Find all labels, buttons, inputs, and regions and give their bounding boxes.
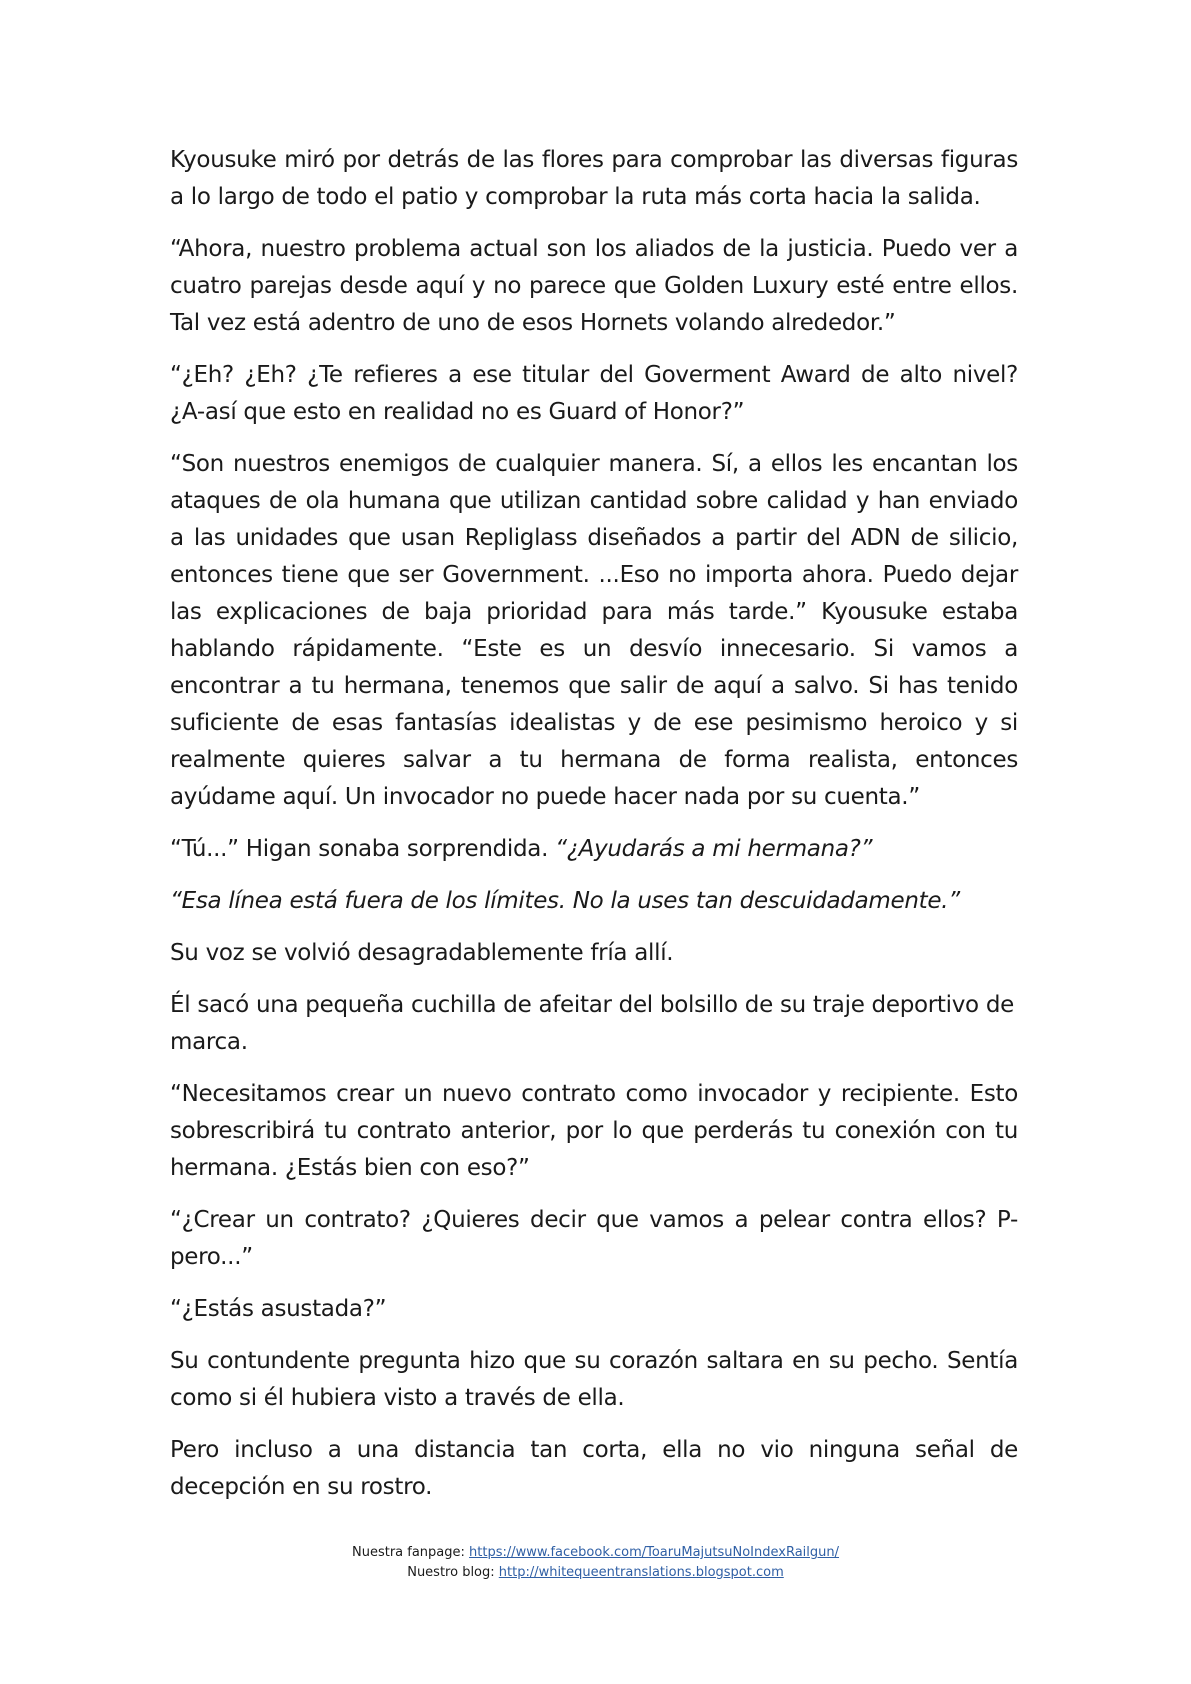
paragraph-11: “¿Estás asustada?” xyxy=(170,1296,387,1322)
paragraph-10: “¿Crear un contrato? ¿Quieres decir que vamos a pelear contra ellos? P-pero...” xyxy=(170,1207,1018,1270)
paragraph-12: Su contundente pregunta hizo que su corazón saltara en su pecho. Sentía como si él hubiera visto a través de ella. xyxy=(170,1348,1018,1411)
paragraph-3: “¿Eh? ¿Eh? ¿Te refieres a ese titular del Goverment Award de alto nivel? ¿A-así que esto en realidad no es Guard of Honor?” xyxy=(170,362,1018,425)
footer-fanpage-line xyxy=(0,1543,1191,1563)
blog-label: Nuestro blog: xyxy=(407,1565,499,1580)
paragraph-5-plain: “Tú...” Higan sonaba sorprendida. xyxy=(170,836,556,862)
fanpage-label: Nuestra fanpage: xyxy=(351,1545,470,1560)
paragraph-4: “Son nuestros enemigos de cualquier manera. Sí, a ellos les encantan los ataques de ola humana que utilizan cantidad sobre calidad y han enviado a las unidades que usan Repliglass diseñados a partir del ADN de silicio, entonces tiene que ser Government. ...Eso no importa ahora. Puedo dejar las explicaciones de baja prioridad para más tarde.” Kyousuke estaba hablando rápidamente. “Este es un desvío innecesario. Si vamos a encontrar a tu hermana, tenemos que salir de aquí a salvo. Si has tenido suficiente de esas fantasías idealistas y de ese pesimismo heroico y si realmente quieres salvar a tu hermana de forma realista, entonces ayúdame aquí. Un invocador no puede hacer nada por su cuenta.” xyxy=(170,451,1018,810)
paragraph-2: “Ahora, nuestro problema actual son los aliados de la justicia. Puedo ver a cuatro parejas desde aquí y no parece que Golden Luxury esté entre ellos. Tal vez está adentro de uno de esos Hornets volando alrededor.” xyxy=(170,236,1018,336)
footer-blog-line xyxy=(0,1563,1191,1583)
fanpage-link[interactable]: https://www.facebook.com/ToaruMajutsuNoIndexRailgun/ xyxy=(469,1545,840,1560)
paragraph-7: Su voz se volvió desagradablemente fría allí. xyxy=(170,940,674,966)
paragraph-1: Kyousuke miró por detrás de las flores para comprobar las diversas figuras a lo largo de todo el patio y comprobar la ruta más corta hacia la salida. xyxy=(170,147,1018,210)
blog-link[interactable]: http://whitequeentranslations.blogspot.com xyxy=(498,1565,784,1580)
body-text xyxy=(170,142,1018,1521)
paragraph-8: Él sacó una pequeña cuchilla de afeitar del bolsillo de su traje deportivo de marca. xyxy=(170,992,1014,1055)
paragraph-5 xyxy=(170,831,1018,868)
paragraph-6: “Esa línea está fuera de los límites. No la uses tan descuidadamente.” xyxy=(170,888,960,914)
paragraph-9: “Necesitamos crear un nuevo contrato como invocador y recipiente. Esto sobrescribirá tu contrato anterior, por lo que perderás tu conexión con tu hermana. ¿Estás bien con eso?” xyxy=(170,1081,1018,1181)
paragraph-5-italic: “¿Ayudarás a mi hermana?” xyxy=(555,836,873,862)
page-footer xyxy=(0,1543,1191,1583)
paragraph-13: Pero incluso a una distancia tan corta, ella no vio ninguna señal de decepción en su rostro. xyxy=(170,1437,1018,1500)
